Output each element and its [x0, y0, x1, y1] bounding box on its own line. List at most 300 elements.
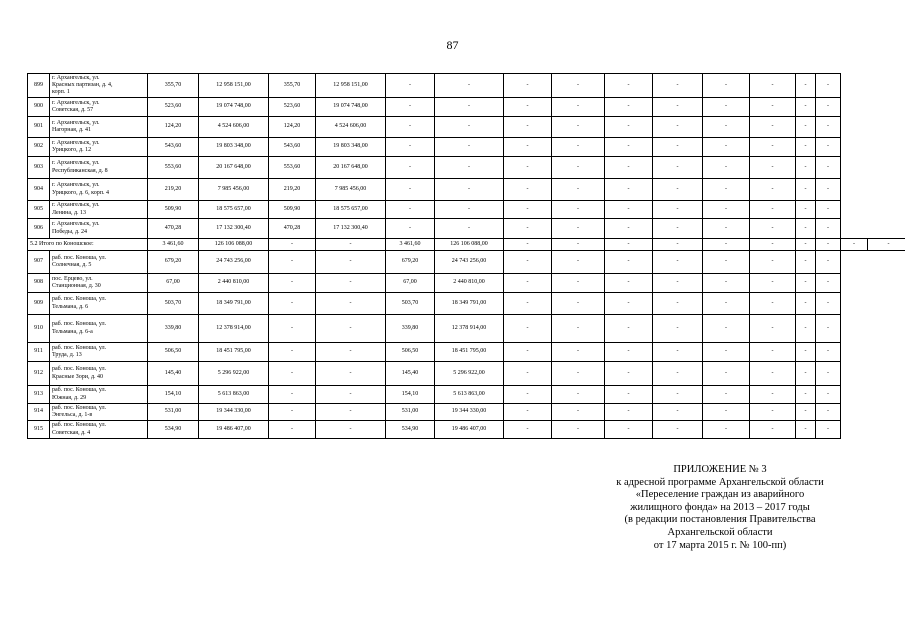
row-number: 907	[28, 251, 50, 274]
value-cell: 679,20	[148, 251, 199, 274]
value-cell: -	[816, 201, 841, 219]
value-cell: -	[552, 98, 605, 117]
value-cell: -	[841, 239, 868, 251]
appendix-line: жилищного фонда» на 2013 – 2017 годы	[630, 501, 810, 513]
value-cell: -	[796, 293, 816, 315]
value-cell: -	[605, 315, 653, 343]
value-cell: -	[504, 251, 552, 274]
value-cell: 7 985 456,00	[316, 179, 386, 201]
address-cell	[50, 251, 148, 274]
address-line: г. Архангельск, ул.	[52, 99, 100, 106]
table-row	[28, 362, 905, 386]
row-number: 908	[28, 274, 50, 293]
value-cell: -	[750, 157, 796, 179]
value-cell: 3 461,60	[148, 239, 199, 251]
value-cell: -	[386, 98, 435, 117]
table-row	[28, 74, 905, 98]
value-cell: -	[703, 404, 750, 421]
address-line: раб. пос. Коноша, ул.	[52, 387, 107, 394]
address-cell	[50, 117, 148, 138]
value-cell: -	[605, 117, 653, 138]
value-cell: 19 803 348,00	[316, 138, 386, 157]
row-number: 906	[28, 219, 50, 239]
value-cell: -	[653, 201, 703, 219]
address-line: Тельмана, д. 6-а	[52, 328, 93, 335]
row-number: 901	[28, 117, 50, 138]
value-cell: 18 451 795,00	[435, 343, 504, 362]
value-cell: -	[796, 138, 816, 157]
value-cell: -	[504, 239, 552, 251]
value-cell: 355,70	[148, 74, 199, 98]
value-cell: -	[816, 239, 841, 251]
value-cell: 509,90	[269, 201, 316, 219]
value-cell: -	[605, 98, 653, 117]
table-row	[28, 386, 905, 404]
value-cell: -	[703, 421, 750, 439]
value-cell: -	[435, 157, 504, 179]
value-cell: -	[552, 421, 605, 439]
address-line: раб. пос. Коноша, ул.	[52, 404, 107, 411]
value-cell: -	[653, 157, 703, 179]
value-cell: -	[796, 117, 816, 138]
row-number: 910	[28, 315, 50, 343]
value-cell: 12 378 914,00	[435, 315, 504, 343]
value-cell: -	[796, 239, 816, 251]
value-cell: 679,20	[386, 251, 435, 274]
value-cell: -	[605, 74, 653, 98]
address-line: Тельмана, д. 6	[52, 303, 89, 310]
value-cell: 506,50	[148, 343, 199, 362]
address-line: корп. 1	[52, 89, 70, 96]
value-cell: -	[703, 117, 750, 138]
value-cell: 20 167 648,00	[199, 157, 269, 179]
address-line: Нагорная, д. 41	[52, 127, 91, 133]
value-cell: 12 378 914,00	[199, 315, 269, 343]
value-cell: 17 132 300,40	[199, 219, 269, 239]
value-cell: -	[816, 179, 841, 201]
value-cell: -	[552, 293, 605, 315]
value-cell: -	[796, 74, 816, 98]
value-cell: 5 613 863,00	[199, 386, 269, 404]
address-line: раб. пос. Коноша, ул.	[52, 296, 107, 303]
value-cell: -	[605, 293, 653, 315]
value-cell: -	[796, 274, 816, 293]
value-cell: -	[386, 157, 435, 179]
value-cell: 126 106 088,00	[435, 239, 504, 251]
table-row	[28, 201, 905, 219]
address-line: Солнечная, д. 5	[52, 262, 92, 268]
value-cell: -	[750, 343, 796, 362]
value-cell: 219,20	[148, 179, 199, 201]
value-cell: 470,28	[269, 219, 316, 239]
address-line: Урицкого, д. 6, корп. 4	[52, 189, 109, 196]
address-cell	[50, 74, 148, 98]
value-cell: 4 524 606,00	[199, 117, 269, 138]
value-cell: -	[552, 74, 605, 98]
value-cell: -	[653, 138, 703, 157]
value-cell: -	[796, 421, 816, 439]
value-cell: 503,70	[386, 293, 435, 315]
value-cell: 509,90	[148, 201, 199, 219]
value-cell: 534,90	[386, 421, 435, 439]
address-line: раб. пос. Коноша, ул.	[52, 422, 107, 429]
value-cell: 5 613 863,00	[435, 386, 504, 404]
value-cell: -	[750, 179, 796, 201]
value-cell: -	[605, 219, 653, 239]
value-cell: -	[552, 138, 605, 157]
value-cell: 553,60	[269, 157, 316, 179]
address-cell	[50, 179, 148, 201]
value-cell: -	[504, 274, 552, 293]
value-cell: -	[750, 201, 796, 219]
value-cell: -	[504, 117, 552, 138]
value-cell: -	[269, 293, 316, 315]
value-cell: -	[316, 404, 386, 421]
value-cell: -	[435, 138, 504, 157]
value-cell: -	[269, 421, 316, 439]
value-cell: -	[816, 98, 841, 117]
row-number: 913	[28, 386, 50, 404]
appendix-line: (в редакции постановления Правительства	[624, 514, 816, 526]
value-cell: -	[653, 117, 703, 138]
address-line: раб. пос. Коноша, ул.	[52, 321, 107, 328]
value-cell: 19 074 748,00	[199, 98, 269, 117]
value-cell: -	[504, 343, 552, 362]
value-cell: 5 296 922,00	[199, 362, 269, 386]
value-cell: 18 349 791,00	[199, 293, 269, 315]
address-line: Красных партизан, д. 4,	[52, 81, 113, 88]
value-cell: -	[750, 98, 796, 117]
value-cell: -	[703, 343, 750, 362]
address-line: Советская, д. 4	[52, 429, 91, 436]
value-cell: -	[552, 343, 605, 362]
value-cell: -	[552, 251, 605, 274]
value-cell: -	[750, 239, 796, 251]
address-line: пос. Ерцево, ул.	[52, 275, 93, 282]
value-cell: -	[552, 179, 605, 201]
value-cell: -	[504, 98, 552, 117]
value-cell: -	[703, 274, 750, 293]
appendix-line: от 17 марта 2015 г. № 100-пп)	[653, 539, 787, 551]
value-cell: 24 743 256,00	[199, 251, 269, 274]
row-number: 904	[28, 179, 50, 201]
value-cell: 523,60	[269, 98, 316, 117]
table-row	[28, 274, 905, 293]
value-cell: -	[750, 251, 796, 274]
value-cell: -	[653, 404, 703, 421]
value-cell: -	[552, 157, 605, 179]
address-line: Красные Зори, д. 40	[52, 373, 104, 380]
table-row	[28, 98, 905, 117]
value-cell: 124,20	[148, 117, 199, 138]
value-cell: -	[703, 201, 750, 219]
value-cell: -	[653, 343, 703, 362]
row-number: 912	[28, 362, 50, 386]
address-line: г. Архангельск, ул.	[52, 139, 100, 146]
value-cell: -	[504, 219, 552, 239]
value-cell: -	[653, 98, 703, 117]
value-cell: -	[703, 98, 750, 117]
value-cell: -	[269, 386, 316, 404]
value-cell: -	[796, 343, 816, 362]
address-line: г. Архангельск, ул.	[52, 182, 100, 189]
table-row	[28, 343, 905, 362]
value-cell: -	[269, 251, 316, 274]
table-row	[28, 315, 905, 343]
value-cell: 543,60	[269, 138, 316, 157]
value-cell: -	[703, 293, 750, 315]
value-cell: -	[750, 315, 796, 343]
table-row	[28, 404, 905, 421]
value-cell: 339,80	[386, 315, 435, 343]
address-line: г. Архангельск, ул.	[52, 202, 100, 209]
value-cell: -	[796, 201, 816, 219]
subtotal-label: 5.2 Итого по Коношское:	[28, 239, 148, 251]
value-cell: -	[750, 274, 796, 293]
value-cell: -	[703, 239, 750, 251]
value-cell: -	[269, 315, 316, 343]
value-cell: 18 349 791,00	[435, 293, 504, 315]
value-cell: 339,80	[148, 315, 199, 343]
address-line: Ленина, д. 13	[52, 209, 87, 216]
address-cell	[50, 138, 148, 157]
value-cell: 67,00	[386, 274, 435, 293]
value-cell: -	[653, 293, 703, 315]
table-row	[28, 219, 905, 239]
value-cell: -	[435, 74, 504, 98]
value-cell: -	[653, 219, 703, 239]
value-cell: -	[605, 362, 653, 386]
value-cell: -	[653, 315, 703, 343]
value-cell: -	[386, 138, 435, 157]
table-row	[28, 251, 905, 274]
address-line: Урицкого, д. 12	[52, 147, 92, 153]
value-cell: 355,70	[269, 74, 316, 98]
value-cell: -	[316, 251, 386, 274]
value-cell: 124,20	[269, 117, 316, 138]
address-cell	[50, 315, 148, 343]
row-number: 902	[28, 138, 50, 157]
value-cell: -	[316, 362, 386, 386]
value-cell: -	[552, 315, 605, 343]
value-cell: -	[316, 315, 386, 343]
subtotal-row	[28, 239, 905, 251]
table-row	[28, 157, 905, 179]
value-cell: -	[816, 404, 841, 421]
value-cell: -	[796, 404, 816, 421]
address-cell	[50, 201, 148, 219]
value-cell: -	[552, 362, 605, 386]
table-row	[28, 117, 905, 138]
value-cell: 18 451 795,00	[199, 343, 269, 362]
value-cell: -	[552, 117, 605, 138]
value-cell: -	[316, 274, 386, 293]
address-line: г. Архангельск, ул.	[52, 221, 100, 228]
value-cell: -	[703, 251, 750, 274]
value-cell: -	[796, 386, 816, 404]
value-cell: -	[653, 362, 703, 386]
value-cell: -	[386, 74, 435, 98]
appendix-line: Архангельской области	[667, 526, 773, 538]
value-cell: 18 575 657,00	[316, 201, 386, 219]
value-cell: -	[605, 157, 653, 179]
value-cell: -	[552, 219, 605, 239]
value-cell: -	[750, 421, 796, 439]
address-line: г. Архангельск, ул.	[52, 160, 100, 167]
value-cell: -	[386, 179, 435, 201]
address-line: Советская, д. 57	[52, 107, 94, 113]
value-cell: 470,28	[148, 219, 199, 239]
value-cell: -	[796, 157, 816, 179]
row-number: 903	[28, 157, 50, 179]
value-cell: -	[816, 343, 841, 362]
value-cell: -	[504, 386, 552, 404]
value-cell: -	[605, 386, 653, 404]
value-cell: -	[750, 404, 796, 421]
table-row	[28, 421, 905, 439]
value-cell: -	[703, 157, 750, 179]
value-cell: -	[816, 293, 841, 315]
value-cell: -	[750, 74, 796, 98]
value-cell: -	[605, 201, 653, 219]
value-cell: -	[703, 179, 750, 201]
value-cell: -	[269, 239, 316, 251]
address-cell	[50, 219, 148, 239]
value-cell: -	[552, 239, 605, 251]
value-cell: -	[796, 219, 816, 239]
value-cell: 506,50	[386, 343, 435, 362]
address-line: г. Архангельск, ул.	[52, 74, 100, 81]
value-cell: -	[703, 219, 750, 239]
address-line: Энгельса, д. 1-в	[52, 412, 93, 418]
value-cell: -	[316, 293, 386, 315]
value-cell: -	[316, 343, 386, 362]
value-cell: 154,10	[148, 386, 199, 404]
appendix-title: ПРИЛОЖЕНИЕ № 3	[673, 464, 767, 475]
value-cell: -	[269, 343, 316, 362]
value-cell: -	[435, 201, 504, 219]
value-cell: -	[653, 251, 703, 274]
value-cell: -	[796, 251, 816, 274]
value-cell: -	[605, 274, 653, 293]
value-cell: -	[816, 386, 841, 404]
value-cell: 12 958 151,00	[199, 74, 269, 98]
value-cell: -	[703, 315, 750, 343]
value-cell: 145,40	[386, 362, 435, 386]
appendix-line: «Переселение граждан из аварийного	[635, 489, 805, 501]
value-cell: -	[816, 251, 841, 274]
value-cell: -	[796, 179, 816, 201]
value-cell: 553,60	[148, 157, 199, 179]
address-line: Станционная, д. 30	[52, 283, 101, 289]
value-cell: -	[605, 179, 653, 201]
address-cell	[50, 293, 148, 315]
address-line: Южная, д. 29	[52, 394, 87, 401]
value-cell: -	[653, 386, 703, 404]
value-cell: 18 575 657,00	[199, 201, 269, 219]
address-cell	[50, 343, 148, 362]
table-row	[28, 138, 905, 157]
address-cell	[50, 362, 148, 386]
value-cell: -	[435, 179, 504, 201]
value-cell: -	[653, 179, 703, 201]
value-cell: -	[552, 386, 605, 404]
value-cell: -	[504, 179, 552, 201]
value-cell: -	[816, 315, 841, 343]
value-cell: 19 344 330,00	[435, 404, 504, 421]
value-cell: -	[504, 293, 552, 315]
value-cell: -	[816, 421, 841, 439]
address-line: Труда, д. 13	[52, 352, 82, 358]
value-cell: -	[269, 362, 316, 386]
row-number: 911	[28, 343, 50, 362]
value-cell: 145,40	[148, 362, 199, 386]
value-cell: 2 440 810,00	[435, 274, 504, 293]
row-number: 899	[28, 74, 50, 98]
value-cell: -	[750, 219, 796, 239]
value-cell: 17 132 300,40	[316, 219, 386, 239]
value-cell: 12 958 151,00	[316, 74, 386, 98]
value-cell: -	[605, 239, 653, 251]
value-cell: 5 296 922,00	[435, 362, 504, 386]
value-cell: 543,60	[148, 138, 199, 157]
address-cell	[50, 98, 148, 117]
value-cell: 2 440 810,00	[199, 274, 269, 293]
value-cell: 126 106 088,00	[199, 239, 269, 251]
row-number: 900	[28, 98, 50, 117]
value-cell: 534,90	[148, 421, 199, 439]
address-line: раб. пос. Коноша, ул.	[52, 254, 107, 261]
value-cell: -	[386, 117, 435, 138]
value-cell: -	[750, 117, 796, 138]
address-line: Победы, д. 24	[52, 228, 88, 235]
value-cell: -	[653, 74, 703, 98]
value-cell: -	[552, 274, 605, 293]
address-cell	[50, 386, 148, 404]
value-cell: 19 344 330,00	[199, 404, 269, 421]
value-cell: -	[653, 274, 703, 293]
value-cell: -	[316, 386, 386, 404]
value-cell: -	[552, 201, 605, 219]
table-row	[28, 293, 905, 315]
value-cell: -	[504, 74, 552, 98]
value-cell: -	[435, 117, 504, 138]
appendix-line: к адресной программе Архангельской области	[616, 476, 824, 488]
housing-register-table	[27, 73, 905, 439]
value-cell: -	[605, 343, 653, 362]
value-cell: 7 985 456,00	[199, 179, 269, 201]
value-cell: 67,00	[148, 274, 199, 293]
value-cell: -	[816, 138, 841, 157]
value-cell: -	[269, 274, 316, 293]
value-cell: -	[504, 315, 552, 343]
value-cell: -	[816, 157, 841, 179]
value-cell: -	[703, 362, 750, 386]
value-cell: 3 461,60	[386, 239, 435, 251]
value-cell: 219,20	[269, 179, 316, 201]
address-line: раб. пос. Коноша, ул.	[52, 344, 107, 351]
value-cell: -	[386, 201, 435, 219]
value-cell: -	[653, 239, 703, 251]
address-line: г. Архангельск, ул.	[52, 119, 100, 126]
row-number: 914	[28, 404, 50, 421]
value-cell: -	[750, 362, 796, 386]
value-cell: -	[316, 239, 386, 251]
value-cell: -	[504, 362, 552, 386]
value-cell: -	[703, 74, 750, 98]
value-cell: 24 743 256,00	[435, 251, 504, 274]
row-number: 905	[28, 201, 50, 219]
